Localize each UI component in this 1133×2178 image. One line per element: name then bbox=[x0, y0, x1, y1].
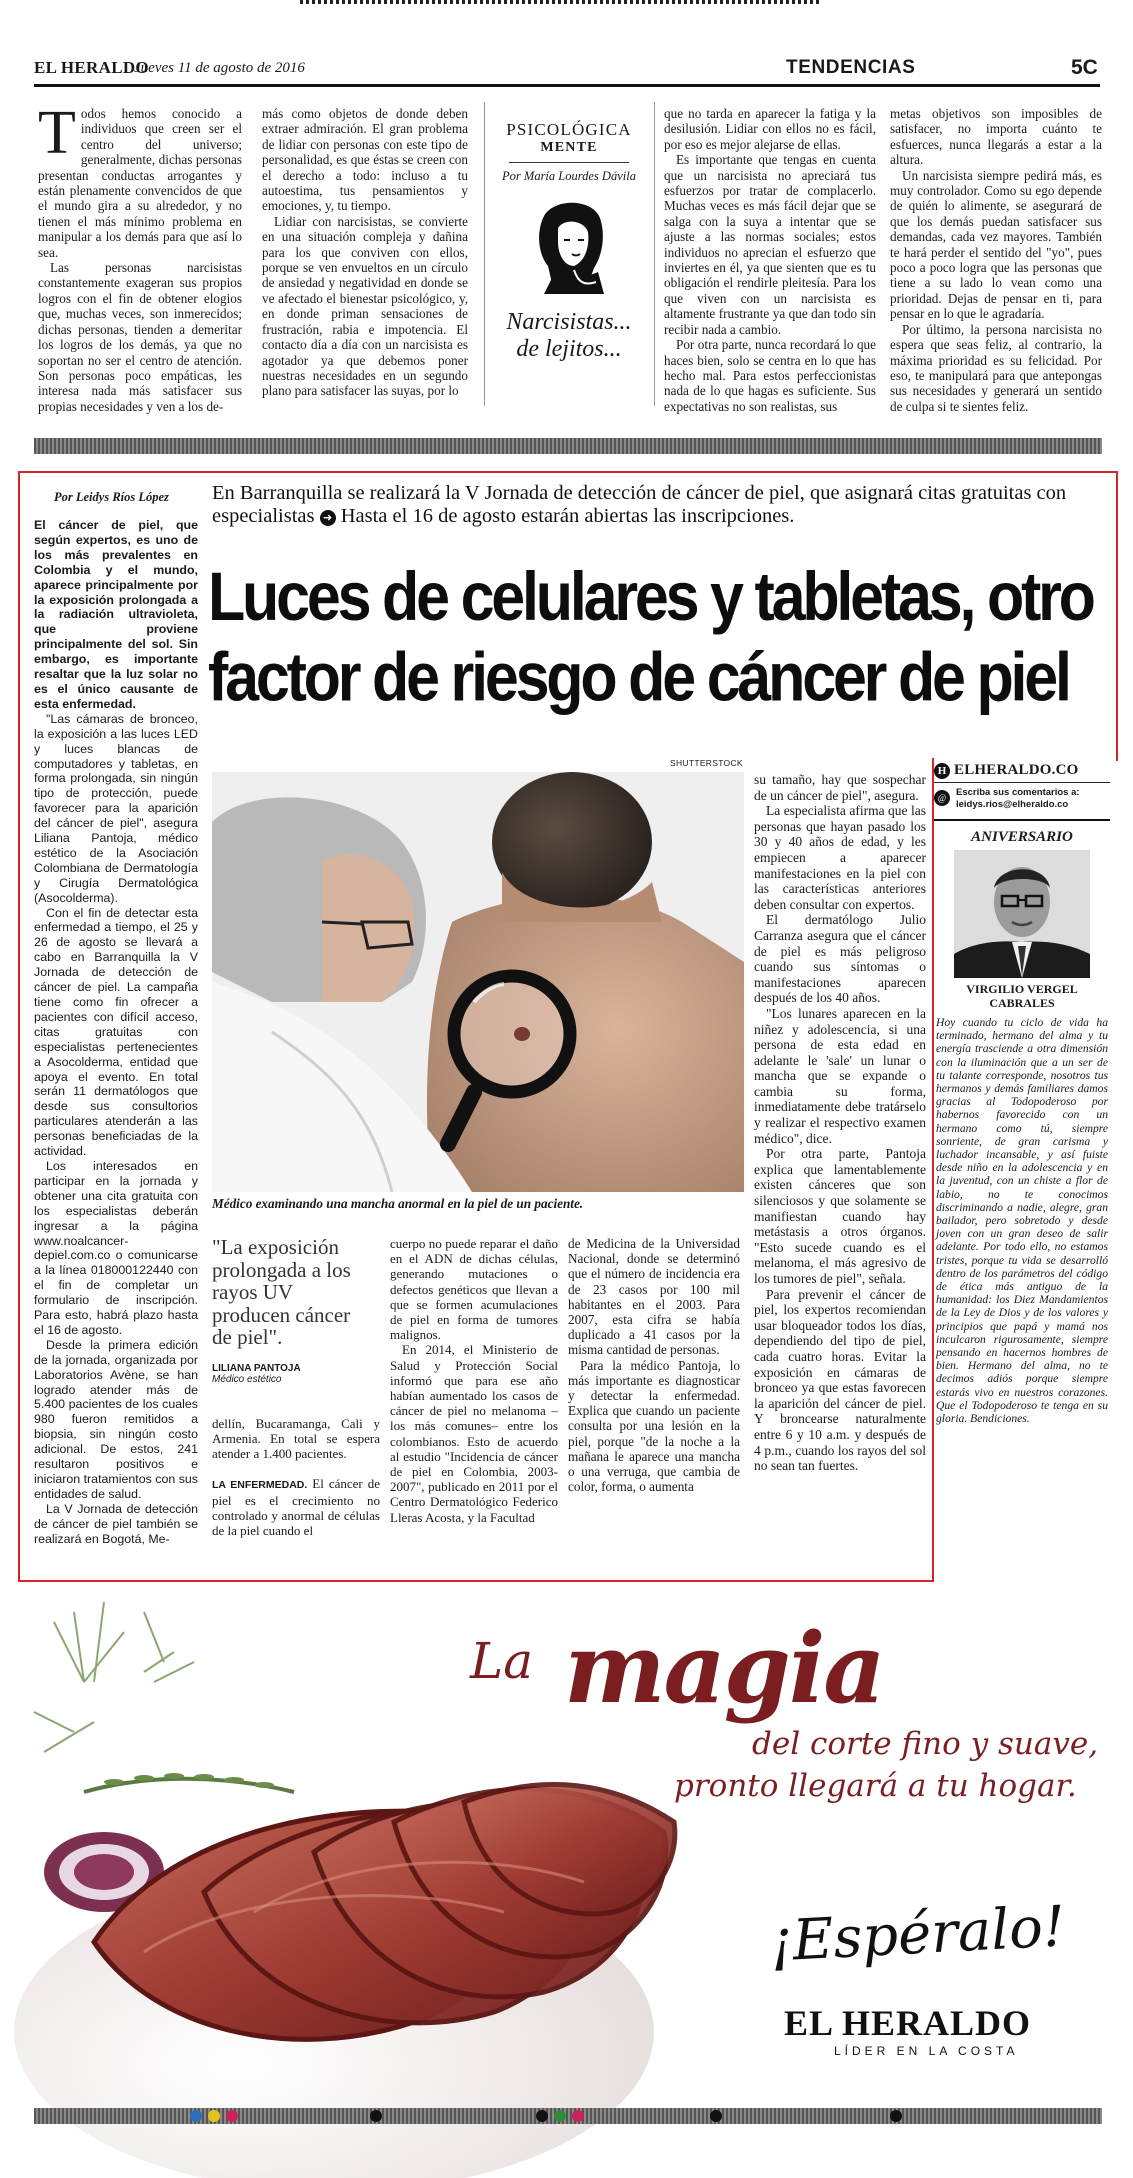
article-col-a-bottom bbox=[212, 1416, 380, 1576]
article-paragraph: Para la médico Pantoja, lo más importante es diagnosticar y detectar la enfermedad. Explica que cuando un paciente consulta por una lesión en la piel, porque "de la noche a la mañana le aparece una mancha o una verruga, que cambia de color, forma, o aumenta bbox=[568, 1357, 740, 1495]
columna-title bbox=[494, 309, 644, 363]
drop-cap: T bbox=[38, 99, 76, 167]
sidebar-rule bbox=[934, 819, 1110, 821]
ad-brand: EL HERALDO bbox=[784, 2003, 1032, 2043]
columnist-portrait-illustration bbox=[514, 196, 624, 296]
heraldo-logo-icon: H bbox=[934, 763, 950, 779]
article-paragraph: La especialista afirma que las personas que hayan pasado los 30 y 40 años de edad, y les empiecen a aparecer manifestaciones en la piel con las características anteriores deben consultar con expertos. bbox=[754, 803, 926, 912]
article-paragraph: su tamaño, hay que sospechar de un cáncer de piel", asegura. bbox=[754, 772, 926, 803]
section-name: TENDENCIAS bbox=[786, 57, 916, 78]
byline-text: Por Leidys Ríos López bbox=[54, 490, 169, 504]
color-registration-marks bbox=[190, 2110, 930, 2122]
registration-dot bbox=[190, 2110, 202, 2122]
site-link[interactable]: ELHERALDO.CO bbox=[954, 762, 1079, 778]
ad-line-2: del corte fino y suave, bbox=[752, 1726, 1099, 1762]
sidebar-aniversario bbox=[934, 762, 1110, 1582]
registration-dot bbox=[890, 2110, 902, 2122]
columna-text-col2 bbox=[262, 106, 468, 406]
article-byline bbox=[54, 490, 169, 505]
name-line: CABRALES bbox=[989, 996, 1055, 1010]
masthead-rule bbox=[34, 84, 1100, 87]
columna-title-line: Narcisistas... bbox=[506, 309, 632, 335]
article-paragraph: En 2014, el Ministerio de Salud y Protección Social informó que para ese año habían aumentado los casos de cáncer de piel no melanoma –los más comunes– entre los colombianos. Esto de acuerdo al estudio "Incidencia de cáncer de piel en Colombia, 2003-2007", publicado en 2011 por el Centro Dermatológico Federico Lleras Acosta, y la Facultad bbox=[390, 1342, 558, 1525]
portrait-photo bbox=[954, 850, 1090, 978]
registration-dot bbox=[554, 2110, 566, 2122]
columna-paragraph: Un narcisista siempre pedirá más, es muy controlador. Como su ego depende de quién lo alimente, se asegurará de que los demás puedan satisfacer sus demandas, cada vez mayores. También te hará perder el sentido del "yo", pues poco a poco logra que las personas que tiene a su lado lo vean como una prioridad. Dejas de pensar en ti, para pensar en lo que le agradaría. bbox=[890, 167, 1102, 322]
masthead-paper-name: EL HERALDO bbox=[34, 58, 149, 77]
columna-text-col4 bbox=[890, 106, 1102, 414]
quote-role: Médico estético bbox=[212, 1373, 282, 1385]
photo-caption: Médico examinando una mancha anormal en la piel de un paciente. bbox=[212, 1196, 584, 1211]
ad-tagline: LÍDER EN LA COSTA bbox=[834, 2044, 1019, 2058]
article-lead-column bbox=[34, 518, 198, 1576]
registration-dot bbox=[710, 2110, 722, 2122]
columna-paragraph: que no tarda en aparecer la fatiga y la desilusión. Lidiar con ellos no es fácil, por eso es mejor alejarse de ellas. bbox=[664, 106, 876, 152]
headline-line: Luces de celulares y tabletas, otro bbox=[208, 558, 1093, 635]
quote-name: LILIANA PANTOJA bbox=[212, 1362, 301, 1374]
article-paragraph: Para prevenir el cáncer de piel, los expertos recomiendan usar bloqueador todos los días, dependiendo del tipo de piel, cada cuatro horas. Evitar la exposición en cámaras de bronceo ya que estas favorecen la aparición del cáncer de piel. Y broncearse naturalmente entre 6 y 10 a.m. y después de 4 p.m., cuando los rayos del sol no sean tan fuertes. bbox=[754, 1286, 926, 1474]
article-paragraph: cuerpo no puede reparar el daño en el ADN de dichas células, generando mutaciones o defectos genéticos que llevan a que se formen acumulaciones de piel en forma de tumores malignos. bbox=[390, 1236, 558, 1343]
columna-paragraph: metas objetivos son imposibles de satisfacer, no importa cuánto te esfuerces, nunca llegarás a estar a la altura. bbox=[890, 106, 1102, 168]
article-summary bbox=[212, 482, 1092, 528]
article-paragraph: "Los lunares aparecen en la niñez y adolescencia, si una persona de esta edad en adelante le 'sale' un lunar o mancha que se expande o cambia su forma, inmediatamente debe tratárselo y realizar el respectivo examen médico", dice. bbox=[754, 1005, 926, 1146]
article-paragraph: de Medicina de la Universidad Nacional, donde se determinó que el número de incidencia era de 23 casos por 100 mil habitantes en el 2003. Para 2007, esta cifra se había duplicado a 41 casos por la misma cantidad de personas. bbox=[568, 1236, 740, 1358]
article-photo-doctor-magnifier bbox=[212, 772, 744, 1192]
subhead-paragraph bbox=[212, 1476, 380, 1539]
article-col-c bbox=[568, 1236, 740, 1576]
registration-dot bbox=[536, 2110, 548, 2122]
ad-cta: ¡Espéralo! bbox=[768, 1894, 1067, 1975]
obituary-text: Hoy cuando tu ciclo de vida ha terminado, hermano del alma y tu energía trasciende a otra dimensión con la iluminación que a un ser de tu talante corresponde, nosotros tus hermanos y demás familiares damos gracias al Todopoderoso por habernos favorecido con un hermano como tú, siempre sonriente, de gran carisma y luchador incansable, y así fuiste desde niño en la adolescencia y en la juventud, con un chiste a flor de labio, no te conocimos discriminando a nadie, alegre, gran bailador, pero sobretodo y desde joven con un gran deseo de salir adelante. Por todo ello, no estamos tristes, porque tu vida se desarrolló dentro de los parámetros del código de ética más antiguo de la humanidad: los Diez Mandamientos de la Ley de Dios y de los valores y principios que papá y mamá nos inculcaron rigurosamente, siempre pensando en hacernos hombres de bien. Hermano del alma, no te decimos adiós porque siempre estarás vivo en nuestros corazones. Que el Todopoderoso te tenga en su gloria. Bendiciones. bbox=[936, 1016, 1108, 1426]
article-paragraph: Con el fin de detectar esta enfermedad a tiempo, el 25 y 26 de agosto se llevará a cabo en Barranquilla la V Jornada de detección de cáncer de piel. La campaña tiene como fin ofrecer a pacientes con difícil acceso, citas gratuitas con especialistas pertenecientes a Asocolderma, entidad que apoya el evento. En total serán 11 dermatólogos que desde sus consultorios particulares atenderán a las personas beneficiadas de la actividad. bbox=[34, 905, 198, 1159]
masthead-date: Jueves 11 de agosto de 2016 bbox=[134, 60, 305, 76]
article-paragraph: Por otra parte, Pantoja explica que lamentablemente existen cánceres que son silenciosos y que solamente se manifiestan cuando hay metástasis a otros órganos. "Esto sucede cuando es el melanoma, el más agresivo de los tumores de piel", señala. bbox=[754, 1146, 926, 1286]
registration-dot bbox=[370, 2110, 382, 2122]
ad-headline-magia: magia bbox=[564, 1612, 884, 1725]
article-col-b bbox=[390, 1236, 558, 1576]
columna-paragraph: más como objetos de donde deben extraer admiración. El gran problema de lidiar con personas con este tipo de personalidad, es que éstas se creen con el derecho a todo: incluso a tu autoestima, tus pensamientos y emociones, y, tu tiempo. bbox=[262, 106, 468, 214]
registration-dot bbox=[208, 2110, 220, 2122]
article-paragraph: Los interesados en participar en la jornada y obtener una cita gratuita con los especialistas deberán ingresar a la página www.noalcancer-depiel.com.co o comunicarse a la línea 018000122440 con el fin de completar un formulario de inscripción. Para esto, habrá plazo hasta el 16 de agosto. bbox=[34, 1158, 198, 1337]
columna-paragraph: Por otra parte, nunca recordará lo que haces bien, solo se centra en lo que has hecho mal. Para estos perfeccionistas nada de lo que hagas es suficiente. Sus expectativas no son realistas, sus bbox=[664, 337, 876, 414]
honoree-name bbox=[934, 982, 1110, 1010]
photo-credit: SHUTTERSTOCK bbox=[670, 758, 743, 768]
article-paragraph: El cáncer de piel, que según expertos, es uno de los más prevalentes en Colombia y el mundo, aparece principalmente por la exposición prolongada a la radiación ultravioleta, que proviene principalmente del sol. Sin embargo, es importante resaltar que la luz solar no es el único causante de esta enfermedad. bbox=[34, 518, 198, 711]
ad-headline-la: La bbox=[470, 1632, 534, 1690]
kicker-rule bbox=[509, 162, 629, 163]
headline-line: factor de riesgo de cáncer de piel bbox=[208, 638, 1069, 716]
page-number: 5C bbox=[1071, 56, 1098, 79]
article-paragraph: dellín, Bucaramanga, Cali y Armenia. En total se espera atender a 1.400 pacientes. bbox=[212, 1416, 380, 1462]
arrow-right-icon: ➜ bbox=[320, 510, 336, 526]
comment-email[interactable]: leidys.rios@elheraldo.co bbox=[956, 799, 1069, 810]
comment-block bbox=[934, 787, 1110, 811]
article-paragraph: Desde la primera edición de la jornada, organizada por Laboratorios Avène, se han logrado atender más de 5.400 pacientes de los cuales 980 fueron remitidos a biopsia, sin ningún costo adicional. De estos, 241 resultaron positivos e iniciaron tratamientos con sus entidades de salud. bbox=[34, 1337, 198, 1501]
comment-icon: @ bbox=[934, 790, 950, 806]
columna-kicker-2: MENTE bbox=[540, 140, 598, 155]
ad-line-3: pronto llegará a tu hogar. bbox=[674, 1768, 1077, 1804]
pull-quote-block bbox=[212, 1236, 372, 1385]
ad-heraldo-magia bbox=[34, 1592, 1102, 2100]
summary-part-a: En Barranquilla se realizará la V Jornada de detección de cáncer de piel, que asignará citas gratuitas con especialistas bbox=[212, 482, 1067, 527]
columna-text-col3 bbox=[664, 106, 876, 414]
columna-byline: Por María Lourdes Dávila bbox=[502, 169, 636, 183]
top-edge-rule bbox=[300, 0, 820, 4]
article-paragraph: "Las cámaras de bronceo, la exposición a las luces LED y luces blancas de computadores y tabletas, en forma prolongada, sin ningún tipo de protección, puede favorecer para la aparición del cáncer de piel", asegura Liliana Pantoja, médico estético de la Asociación Colombiana de Dermatología y Cirugía Dermatológica (Asocolderma). bbox=[34, 711, 198, 905]
columna-paragraph: Por último, la persona narcisista no espera que seas feliz, al contrario, la máxima prioridad es su felicidad. Por eso, te manipulará para que antepongas sus necesidades y generará un sentido de culpa si te sientes feliz. bbox=[890, 321, 1102, 414]
columna-paragraph: odos hemos conocido a individuos que creen ser el centro del universo; generalmente, dichas personas presentan conductas arrogantes y están plenamente convencidos de que el mundo gira a su alrededor, y no tienen el más mínimo problema en manipular a los demás para que así lo sea. bbox=[38, 106, 242, 260]
photo-illustration bbox=[212, 772, 744, 1192]
registration-dot bbox=[572, 2110, 584, 2122]
article-right-column bbox=[754, 772, 926, 1562]
columna-paragraph: Es importante que tengas en cuenta que un narcisista no apreciará tus esfuerzos por tratar de complacerlo. Muchas veces es más fácil dejar que se salga con la suya a intentar que se ajuste a las normas sociales; estos individuos no aprecian el esfuerzo que inviertes en él, ya que sienten que es tu obligación el rendirle pleitesía. Para los que viven con un narcisista es altamente frustrante ya que dan todo sin recibir nada a cambio. bbox=[664, 152, 876, 337]
columna-header-box bbox=[494, 102, 644, 406]
columna-kicker: PSICOLÓGICA bbox=[506, 120, 632, 139]
columna-paragraph: Lidiar con narcisistas, se convierte en una situación compleja y dañina para los que conviven con ellos, porque se ven envueltos en un círculo de ansiedad y negatividad en donde se ve afectado el bienestar psicológico, y, en donde priman sensaciones de frustración, rabia e impotencia. El contacto día a día con un narcisista es agotador ya que debemos poner nuestras necesidades en un segundo plano para satisfacer las suyas, por lo bbox=[262, 213, 468, 399]
column-divider bbox=[654, 102, 655, 406]
name-line: VIRGILIO VERGEL bbox=[966, 982, 1078, 996]
site-header bbox=[934, 762, 1110, 783]
registration-dot bbox=[226, 2110, 238, 2122]
subhead-text: El cáncer de piel es el crecimiento no controlado y anormal de células de la piel cuando el bbox=[212, 1475, 381, 1539]
columna-title-line: de lejitos... bbox=[516, 336, 622, 362]
section-separator-band bbox=[34, 438, 1102, 454]
sidebar-section: ANIVERSARIO bbox=[971, 829, 1073, 845]
column-divider bbox=[484, 102, 485, 406]
article-headline bbox=[208, 556, 1108, 717]
subhead: LA ENFERMEDAD. bbox=[212, 1478, 308, 1491]
comment-prompt: Escriba sus comentarios a: bbox=[956, 787, 1080, 798]
columna-paragraph: Las personas narcisistas constantemente exageran sus propios logros con el fin de obtener elogios que, muchas veces, son inmerecidos; dichas personas, tienden a demeritar los logros de los demás, ya que no soportan no ser el centro de atención. Son personas poco empáticas, les interesa nada más satisfacer sus propias necesidades y ven a los de- bbox=[38, 260, 242, 414]
article-paragraph: La V Jornada de detección de cáncer de piel también se realizará en Bogotá, Me- bbox=[34, 1501, 198, 1546]
article-paragraph: El dermatólogo Julio Carranza asegura que el cáncer de piel es más peligroso cuando sus síntomas o manifestaciones aparecen después de los 40 años. bbox=[754, 912, 926, 1006]
pull-quote: "La exposición prolongada a los rayos UV producen cáncer de piel". bbox=[212, 1235, 351, 1349]
summary-part-b: Hasta el 16 de agosto estarán abiertas las inscripciones. bbox=[340, 505, 795, 527]
columna-text-col1 bbox=[38, 99, 242, 414]
